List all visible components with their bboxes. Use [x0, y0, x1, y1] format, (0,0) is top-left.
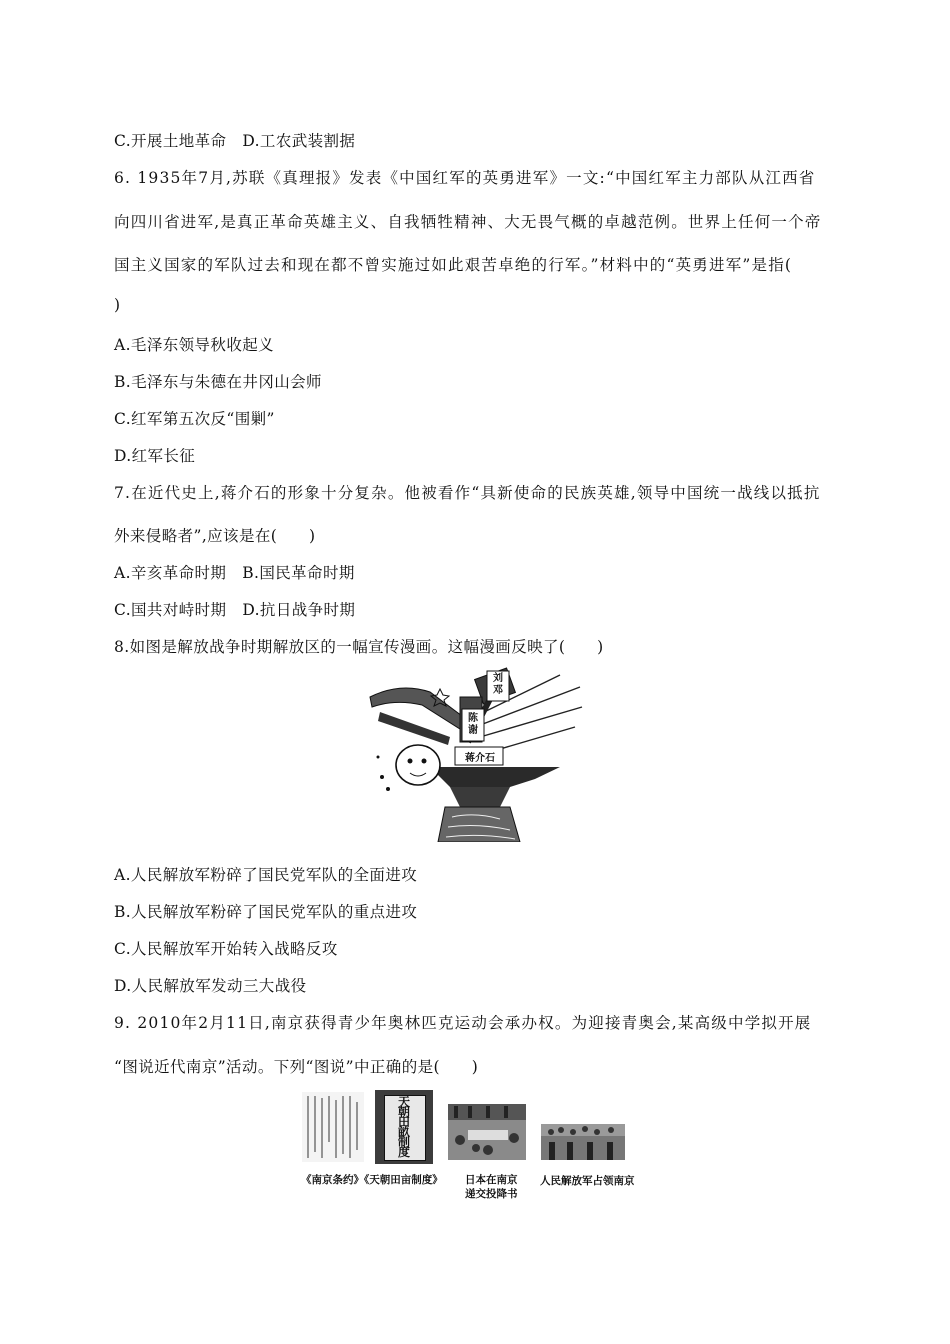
q6-option-c: C.红军第五次反“围剿” — [114, 410, 275, 428]
q9-stem-line-2: “图说近代南京”活动。下列“图说”中正确的是( ) — [114, 1058, 479, 1076]
caption-surrender-line-2: 递交投降书 — [465, 1188, 518, 1200]
q8-stem: 8.如图是解放战争时期解放区的一幅宣传漫画。这幅漫画反映了( ) — [114, 638, 604, 656]
q6-stem-line-4: ) — [114, 296, 121, 314]
caption-surrender-line-1: 日本在南京 — [465, 1174, 518, 1186]
caption-treaty-and-book: 《南京条约》《天朝田亩制度》 — [301, 1174, 443, 1186]
q8-option-a: A.人民解放军粉碎了国民党军队的全面进攻 — [114, 866, 418, 884]
q7-option-row-1: A.辛亥革命时期 B.国民革命时期 — [114, 564, 355, 582]
q8-option-c: C.人民解放军开始转入战略反攻 — [114, 940, 338, 958]
surrender-ceremony-photo — [448, 1104, 526, 1160]
cartoon-label-jiangjieshi: 蒋介石 — [465, 753, 495, 764]
caption-pla-nanjing: 人民解放军占领南京 — [540, 1175, 635, 1187]
q7-option-row-2: C.国共对峙时期 D.抗日战争时期 — [114, 601, 356, 619]
q7-stem-line-1: 7.在近代史上,蒋介石的形象十分复杂。他被看作“具新使命的民族英雄,领导中国统一战线以抵抗 — [114, 484, 821, 502]
q5-options: C.开展土地革命 D.工农武装割据 — [114, 132, 356, 150]
q8-cartoon — [360, 667, 585, 842]
q6-stem-line-1: 6. 1935年7月,苏联《真理报》发表《中国红军的英勇进军》一文:“中国红军主力部队从江西省 — [114, 169, 816, 187]
q7-stem-line-2: 外来侵略者”,应该是在( ) — [114, 527, 316, 545]
tianchao-book-image — [375, 1090, 433, 1164]
q6-option-b: B.毛泽东与朱德在井冈山会师 — [114, 373, 322, 391]
q6-stem-line-2: 向四川省进军,是真正革命英雄主义、自我牺牲精神、大无畏气概的卓越范例。世界上任何一个帝 — [114, 213, 822, 231]
q8-option-b: B.人民解放军粉碎了国民党军队的重点进攻 — [114, 903, 418, 921]
q8-option-d: D.人民解放军发动三大战役 — [114, 977, 307, 995]
q6-option-d: D.红军长征 — [114, 447, 196, 465]
book-cover-title: 天朝田畝制度 — [397, 1095, 410, 1159]
q9-stem-line-1: 9. 2010年2月11日,南京获得青少年奥林匹克运动会承办权。为迎接青奥会,某高级中学拟开展 — [114, 1014, 812, 1032]
pla-occupies-nanjing-photo — [541, 1124, 625, 1160]
treaty-document-image — [302, 1092, 364, 1162]
cartoon-label-chenxie: 陈谢 — [468, 713, 478, 736]
q6-option-a: A.毛泽东领导秋收起义 — [114, 336, 275, 354]
q6-stem-line-3: 国主义国家的军队过去和现在都不曾实施过如此艰苦卓绝的行军。”材料中的“英勇进军”是指( — [114, 256, 793, 274]
cartoon-label-liudeng: 刘邓 — [493, 673, 503, 696]
